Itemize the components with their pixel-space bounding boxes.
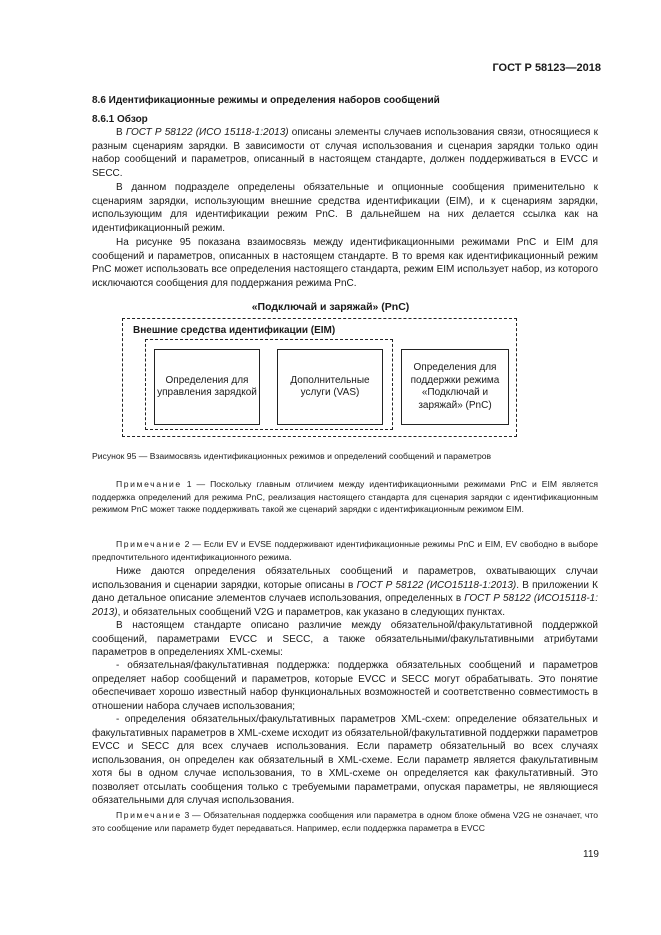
subsection-title: 8.6.1 Обзор (92, 114, 148, 125)
figure-caption: Рисунок 95 — Взаимосвязь идентификационных режимов и определений сообщений и параметров (92, 451, 492, 461)
pnc-definitions-label: Определения для поддержки режима «Подключай и заряжай» (PnC) (410, 362, 500, 411)
note-3: Примечание 3 — Обязательная поддержка сообщения или параметра в одном блоке обмена V2G не означает, что это сообщение или параметр будет передаваться. Например, если поддержка параметра в EVCC (92, 810, 598, 833)
eim-label: Внешние средства идентификации (EIM) (133, 325, 336, 336)
standard-reference: ГОСТ Р 58122 (ИСО 15118-1:2013) (125, 127, 289, 138)
note-2: Примечание 2 — Если EV и EVSE поддерживают идентификационные режимы PnC и EIM, EV свободно в выборе предпочтительного идентификационного режима. (92, 539, 598, 562)
paragraph-6: - обязательная/факультативная поддержка: поддержка обязательных сообщений и параметров определяет набор сообщений и параметров, которые EVCC и SECC могут обрабатывать. Это понятие обеспечивает хорошо известный набор функциональных возможностей и соответственно совместимость в отношении набора случаев использования; (92, 660, 598, 712)
paragraph-3: На рисунке 95 показана взаимосвязь между идентификационными режимами PnC и EIM для сообщений и параметров, описанных в настоящем стандарте. В то время как идентификационный режим PnC может использовать все определения настоящего стандарта, режим EIM использует набор, из которого исключаются сообщения для поддержания режима PnC. (92, 237, 598, 289)
paragraph-2: В данном подразделе определены обязательные и опционные сообщения применительно к сценариям зарядки, использующим внешние средства идентификации (EIM), и к сценариям зарядки, использующим для идентификации режим PnC. В дальнейшем на них делается ссылка как на идентификационный режим. (92, 182, 598, 234)
vas-label: Дополнительные услуги (VAS) (290, 374, 370, 398)
standard-reference: ГОСТ Р 58122 (ИСО15118-1:2013) (356, 579, 517, 591)
paragraph-4: Ниже даются определения обязательных сообщений и параметров, охватывающих случаи использования и сценарии зарядки, которые описаны в ГОСТ Р 58122 (ИСО15118-1:2013). В приложении К дано детальное описание элементов случаев использования, определенных в ГОСТ Р 58122 (ИСО15118-1: 2013), и обязательных сообщений V2G и параметров, как указано в следующих пунктах. (92, 566, 598, 618)
page-number: 119 (583, 849, 599, 860)
standard-reference: ГОСТ Р 58122 (ИСО15118-1: 2013) (92, 593, 598, 618)
document-header: ГОСТ Р 58123—2018 (492, 62, 601, 74)
charging-definitions-label: Определения для управления зарядкой (157, 374, 257, 398)
section-title: 8.6 Идентификационные режимы и определения наборов сообщений (92, 95, 440, 106)
paragraph-7: - определения обязательных/факультативных параметров XML-схем: определение обязательных и факультативных параметров в XML-схеме исходит из обязательной/факультативной поддержки параметров EVCC и SECC для всех случаев использования. Если параметр обязательный во всех случаях использования, он определен как обязательный в XML-схеме. Если параметр является факультативным хотя бы в одном случае использования, то в XML-схеме он определяется как факультативный. Это позволяет отсылать сообщения только с требуемыми параметрами, опуская параметры, не являющиеся обязательными для случая использования. (92, 714, 598, 806)
paragraph-5: В настоящем стандарте описано различие между обязательной/факультативной поддержкой сообщений, параметрами EVCC и SECC, а также обязательными/факультативными атрибутами параметров в определениях XML-схемы: (92, 620, 598, 658)
note-1: Примечание 1 — Поскольку главным отличием между идентификационными режимами PnC и EIM является поддержка определений для режима PnC, реализация настоящего стандарта для сценария зарядки с идентификационным режимом PnC может также поддерживать такой же сценарий зарядки с идентификационным режимом EIM. (92, 479, 598, 514)
figure-title: «Подключай и заряжай» (PnC) (251, 301, 410, 313)
paragraph-1: В ГОСТ Р 58122 (ИСО 15118-1:2013) описаны элементы случаев использования связи, относящиеся к разным сценариям зарядки. В зависимости от случая использования и сценария зарядки только один набор сообщений и параметров, описанный в настоящем стандарте, должен поддерживаться в EVCC и SECC. (92, 127, 598, 179)
